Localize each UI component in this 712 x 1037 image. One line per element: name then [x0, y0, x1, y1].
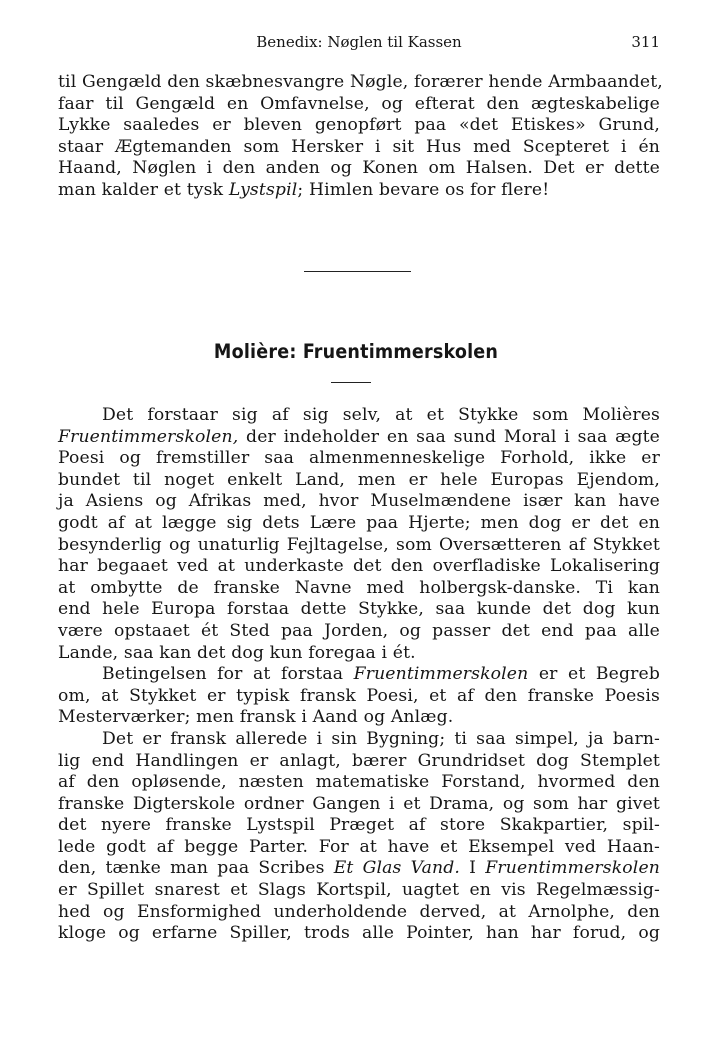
text-line: ja Asiens og Afrikas med, hvor Muselmændene især kan have — [58, 491, 660, 512]
text-line: staar Ægtemanden som Hersker i sit Hus med Scepteret i én — [58, 136, 660, 157]
text-line: Det er fransk allerede i sin Bygning; ti saa simpel, ja barn- — [102, 728, 660, 749]
section-heading: Molière: Fruentimmerskolen — [213, 340, 499, 363]
text-line: til Gengæld den skæbnesvangre Nøgle, forærer hende Armbaandet, — [58, 72, 663, 92]
text-line: Mesterværker; men fransk i Aand og Anlæg. — [58, 707, 454, 728]
text-line: om, at Stykket er typisk fransk Poesi, et af den franske Poesis — [58, 685, 660, 706]
section-divider — [304, 271, 411, 272]
text-run: er et Begreb — [528, 664, 660, 685]
text-line: det nyere franske Lystspil Præget af store Skakpartier, spil- — [58, 815, 660, 836]
text-line: lig end Handlingen er anlagt, bærer Grundridset dog Stemplet — [58, 750, 660, 771]
text-line: Haand, Nøglen i den anden og Konen om Halsen. Det er dette — [58, 158, 660, 179]
page-number: 311 — [631, 33, 660, 51]
text-line: er Spillet snarest et Slags Kortspil, uagtet en vis Regelmæssig- — [58, 880, 660, 901]
text-line — [58, 427, 660, 449]
text-line: af den opløsende, næsten matematiske Forstand, hvormed den — [58, 772, 660, 793]
text-line: faar til Gengæld en Omfavnelse, og efterat den ægteskabelige — [58, 93, 660, 114]
running-head-title: Benedix: Nøglen til Kassen — [256, 33, 462, 51]
text-line: franske Digterskole ordner Gangen i et Drama, og som har givet — [58, 793, 660, 814]
text-line — [58, 180, 660, 202]
text-line: Lande, saa kan det dog kun foregaa i ét. — [58, 642, 416, 663]
text-line — [58, 858, 660, 880]
text-line: lede godt af begge Parter. For at have et Eksempel ved Haan- — [58, 836, 660, 857]
text-line: Poesi og fremstiller saa almenmenneskelige Forhold, ikke er — [58, 448, 660, 469]
text-line: end hele Europa forstaa dette Stykke, saa kunde det dog kun — [58, 599, 660, 620]
work-title: Fruentimmerskolen — [485, 858, 660, 879]
text-run: ; Himlen bevare os for flere! — [297, 179, 550, 200]
top-paragraph — [58, 72, 663, 202]
work-title: Et Glas Vand. — [333, 858, 461, 879]
text-line: at ombytte de franske Navne med holbergsk-danske. Ti kan — [58, 577, 660, 598]
text-line: kloge og erfarne Spiller, trods alle Pointer, han har forud, og — [58, 923, 660, 944]
running-head — [58, 33, 660, 55]
text-run: Betingelsen for at forstaa — [102, 664, 354, 685]
text-line: bundet til noget enkelt Land, men er hele Europas Ejendom, — [58, 469, 660, 490]
heading-underline — [331, 382, 371, 383]
text-line: hed og Ensformighed underholdende derved, at Arnolphe, den — [58, 901, 660, 922]
body-text — [58, 405, 660, 945]
work-title: Fruentimmerskolen — [353, 664, 529, 685]
work-title: Fruentimmerskolen, — [58, 426, 239, 447]
text-line: har begaaet ved at underkaste det den overfladiske Lokalisering — [58, 556, 660, 577]
text-run: man kalder et tysk — [58, 179, 229, 200]
text-run: I — [460, 858, 486, 879]
work-title: Lystspil — [228, 179, 298, 200]
text-line: besynderlig og unaturlig Fejltagelse, som Oversætteren af Stykket — [58, 534, 660, 555]
text-line: Det forstaar sig af sig selv, at et Stykke som Molières — [102, 405, 660, 425]
text-run: der indeholder en saa sund Moral i saa ægte — [238, 426, 660, 447]
text-line: godt af at lægge sig dets Lære paa Hjerte; men dog er det en — [58, 512, 660, 533]
text-line: være opstaaet ét Sted paa Jorden, og passer det end paa alle — [58, 620, 660, 641]
text-run: den, tænke man paa Scribes — [58, 858, 334, 879]
text-line: Lykke saaledes er bleven genopført paa «det Etiskes» Grund, — [58, 115, 660, 136]
text-line — [58, 664, 660, 686]
